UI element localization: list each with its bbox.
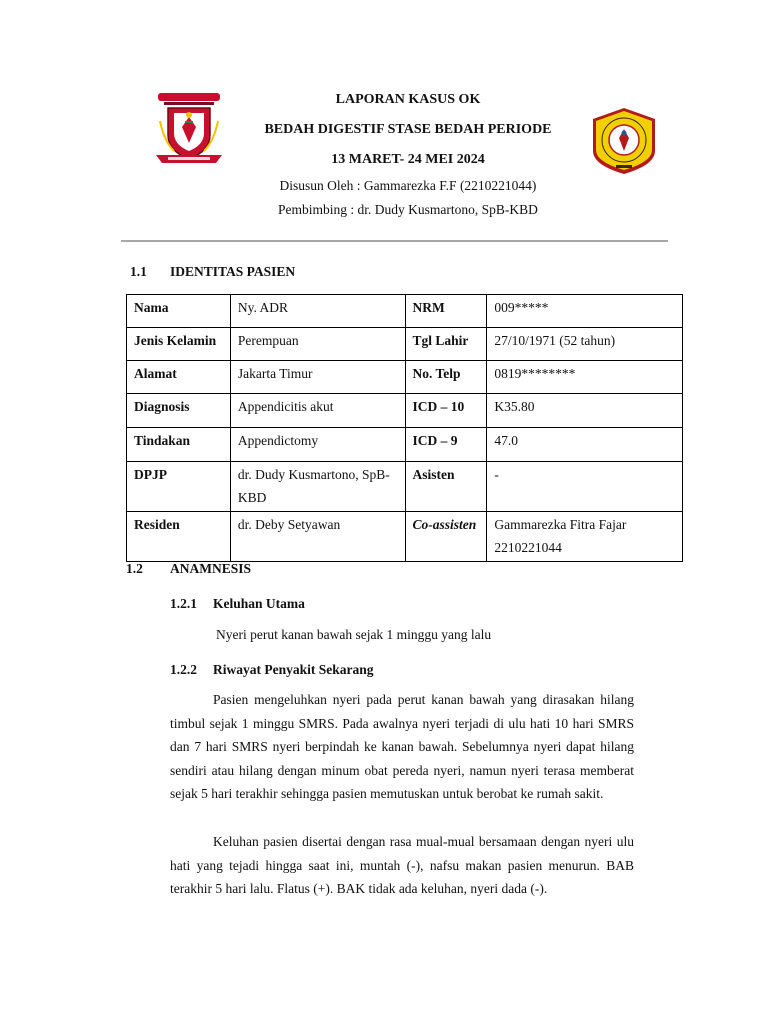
table-cell-value: dr. Deby Setyawan bbox=[230, 512, 405, 562]
subsection-title: Riwayat Penyakit Sekarang bbox=[213, 662, 374, 677]
table-cell-key: Diagnosis bbox=[127, 394, 231, 428]
table-row bbox=[127, 394, 683, 428]
table-cell-value: 47.0 bbox=[487, 428, 683, 462]
subsection-number: 1.2.1 bbox=[170, 596, 197, 611]
table-row bbox=[127, 295, 683, 328]
table-cell-value: Ny. ADR bbox=[230, 295, 405, 328]
table-row bbox=[127, 361, 683, 394]
chief-complaint-text: Nyeri perut kanan bawah sejak 1 minggu yang lalu bbox=[216, 627, 492, 642]
table-cell-value: 0819******** bbox=[487, 361, 683, 394]
table-cell-key: DPJP bbox=[127, 462, 231, 512]
report-period: 13 MARET- 24 MEI 2024 bbox=[331, 152, 485, 167]
table-cell-key: Alamat bbox=[127, 361, 231, 394]
report-title: LAPORAN KASUS OK bbox=[335, 92, 481, 107]
section-title: ANAMNESIS bbox=[170, 561, 252, 576]
table-cell-value: 009***** bbox=[487, 295, 683, 328]
table-cell-key: Nama bbox=[127, 295, 231, 328]
subsection-title: Keluhan Utama bbox=[213, 596, 305, 611]
table-cell-value: Jakarta Timur bbox=[230, 361, 405, 394]
table-cell-value: dr. Dudy Kusmartono, SpB-KBD bbox=[230, 462, 405, 512]
table-cell-key: Tindakan bbox=[127, 428, 231, 462]
table-row bbox=[127, 428, 683, 462]
table-cell-key: Jenis Kelamin bbox=[127, 328, 231, 361]
table-row bbox=[127, 328, 683, 361]
table-cell-key: Tgl Lahir bbox=[405, 328, 487, 361]
report-supervisor: Pembimbing : dr. Dudy Kusmartono, SpB-KBD bbox=[278, 202, 538, 217]
table-cell-key: ICD – 9 bbox=[405, 428, 487, 462]
table-cell-value: 27/10/1971 (52 tahun) bbox=[487, 328, 683, 361]
table-cell-key: No. Telp bbox=[405, 361, 487, 394]
table-row bbox=[127, 462, 683, 512]
table-cell-value: Appendicitis akut bbox=[230, 394, 405, 428]
patient-identity-table bbox=[126, 294, 683, 562]
table-cell-key: Asisten bbox=[405, 462, 487, 512]
report-subtitle: BEDAH DIGESTIF STASE BEDAH PERIODE bbox=[264, 122, 552, 137]
table-row bbox=[127, 512, 683, 562]
history-paragraph: Keluhan pasien disertai dengan rasa mual-mual bersamaan dengan nyeri ulu hati yang tejadi hingga saat ini, muntah (-), nafsu makan pasien menurun. BAB terakhir 5 hari lalu. Flatus (+). BAK tidak ada keluhan, nyeri dada (-). bbox=[170, 834, 634, 896]
table-cell-value: Appendictomy bbox=[230, 428, 405, 462]
table-cell-value: Perempuan bbox=[230, 328, 405, 361]
subsection-number: 1.2.2 bbox=[170, 662, 197, 677]
table-cell-key: ICD – 10 bbox=[405, 394, 487, 428]
table-cell-value: Gammarezka Fitra Fajar 2210221044 bbox=[487, 512, 683, 562]
table-cell-value: K35.80 bbox=[487, 394, 683, 428]
section-number: 1.1 bbox=[130, 264, 147, 279]
history-paragraph: Pasien mengeluhkan nyeri pada perut kanan bawah yang dirasakan hilang timbul sejak 1 minggu SMRS. Pada awalnya nyeri terjadi di ulu hati 10 hari SMRS dan 7 hari SMRS nyeri berpindah ke kanan bawah. Sebelumnya nyeri dapat hilang sendiri atau hilang dengan minum obat pereda nyeri, namun nyeri terasa memberat sejak 5 hari terakhir sehingga pasien memutuskan untuk berobat ke rumah sakit. bbox=[170, 692, 634, 801]
table-cell-key: Residen bbox=[127, 512, 231, 562]
section-title: IDENTITAS PASIEN bbox=[170, 264, 296, 279]
header-divider bbox=[121, 240, 668, 242]
section-number: 1.2 bbox=[126, 561, 143, 576]
table-cell-key: NRM bbox=[405, 295, 487, 328]
table-cell-key: Co-assisten bbox=[405, 512, 487, 562]
report-author: Disusun Oleh : Gammarezka F.F (2210221044) bbox=[279, 178, 537, 193]
table-cell-value: - bbox=[487, 462, 683, 512]
